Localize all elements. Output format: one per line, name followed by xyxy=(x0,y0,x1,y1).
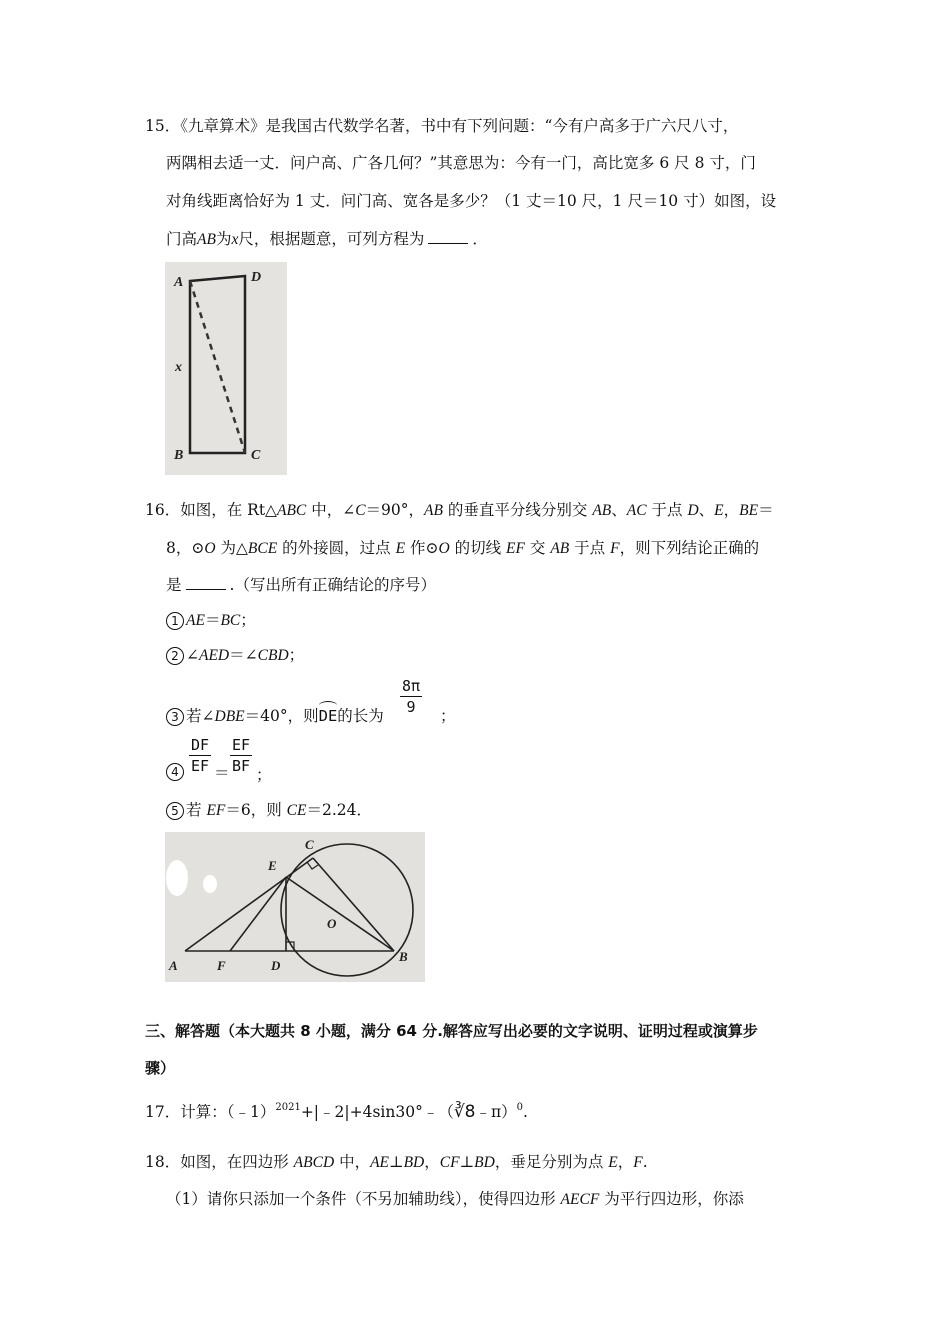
q15-line-1 xyxy=(145,116,738,136)
label-A: A xyxy=(174,275,184,290)
label-F: F xyxy=(217,958,226,973)
q16-line-1: 16．如图，在 Rt△ABC 中，∠C＝90°，AB 的垂直平分线分别交 AB、AC 于点 D、E，BE＝ xyxy=(145,501,774,519)
fraction-ef-bf: $\frac{EF}{BF}$ xyxy=(232,736,251,775)
q16-conclusion-2: 2 ∠AED＝∠CBD； xyxy=(166,645,304,666)
fraction-df-ef: $\frac{DF}{EF}$ xyxy=(191,736,210,775)
label-C: C xyxy=(305,837,314,852)
door-rectangle-diagram xyxy=(165,262,287,475)
door-rectangle xyxy=(190,276,245,453)
q15-answer-blank xyxy=(428,229,468,244)
label-A: A xyxy=(169,958,178,973)
fraction-8pi-over-9: $\frac{8\pi}{9}$ xyxy=(402,677,421,716)
label-B: B xyxy=(174,448,184,463)
white-blot xyxy=(166,860,188,896)
label-D: D xyxy=(251,270,262,285)
q16-line-2: 8，⊙O 为△BCE 的外接圆，过点 E 作⊙O 的切线 EF 交 AB 于点 F，则下列结论正确的 xyxy=(166,539,760,557)
cube-root-8: ∛8 xyxy=(453,1102,476,1122)
section-3-heading-line-2: 骤） xyxy=(145,1059,176,1077)
q15-line-3: 对角线距离恰好为 1 丈．问门高、宽各是多少？（1 丈＝10 尺，1 尺＝10 寸）如图，设 xyxy=(166,192,777,210)
q15-figure xyxy=(165,262,287,475)
label-E: E xyxy=(268,858,277,873)
white-blot-small xyxy=(203,875,217,893)
q16-line-3: 是 .（写出所有正确结论的序号） xyxy=(166,576,436,594)
q15-line-4: 门高AB为x尺，根据题意，可列方程为 ． xyxy=(166,230,488,248)
q18-line-1: 18．如图，在四边形 ABCD 中，AE⊥BD，CF⊥BD，垂足分别为点 E，F. xyxy=(145,1153,648,1171)
q18-line-2: （1）请你只添加一个条件（不另加辅助线），使得四边形 AECF 为平行四边形，你添 xyxy=(166,1190,744,1208)
q16-conclusion-1: 1 AE＝BC； xyxy=(166,610,256,631)
label-x: x xyxy=(175,360,182,375)
segment-ac xyxy=(185,858,313,951)
q16-figure xyxy=(165,832,425,982)
q16-conclusion-5: 5 若 EF＝6，则 CE＝2.24． xyxy=(166,800,372,821)
door-diagonal-ac xyxy=(190,281,245,453)
label-C: C xyxy=(251,448,261,463)
arc-mark xyxy=(319,701,338,710)
q16-answer-blank xyxy=(186,575,226,590)
section-3-heading-line-1: 三、解答题（本大题共 8 小题，满分 64 分.解答应写出必要的文字说明、证明过程或演算步 xyxy=(145,1022,758,1040)
circle-triangle-diagram xyxy=(165,832,425,982)
q15-text-1: 《九章算术》是我国古代数学名著，书中有下列问题：“今有户高多于广六尺八寸， xyxy=(180,117,739,135)
label-O: O xyxy=(327,916,337,931)
q15-number: 15． xyxy=(145,117,181,135)
arc-de: DE xyxy=(319,707,338,725)
q15-line-2: 两隅相去适一丈．问户高、广各几何？”其意思为：今有一门，高比宽多 6 尺 8 寸，门 xyxy=(166,154,756,172)
label-D: D xyxy=(271,958,281,973)
q17-line: 17．计算：（﹣1）$^{2021}$+|﹣2|+4sin30°﹣（∛8﹣π）$^0$. xyxy=(145,1102,528,1122)
label-B: B xyxy=(399,949,408,964)
segment-fe xyxy=(230,877,286,951)
circumcircle-o xyxy=(281,844,413,976)
